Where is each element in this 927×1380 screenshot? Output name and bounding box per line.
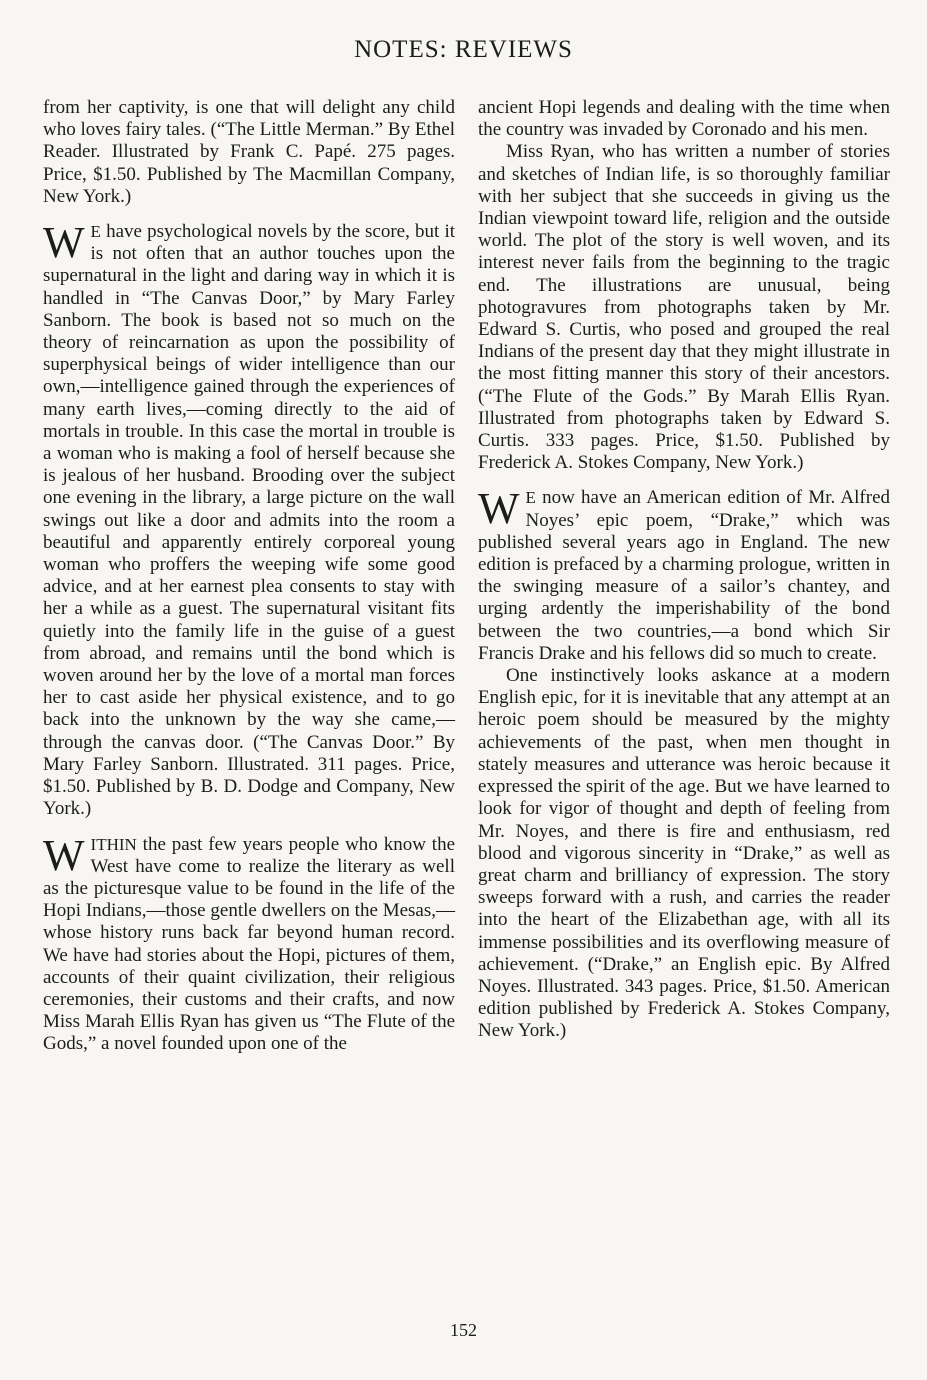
dropcap-continuation: E — [525, 488, 536, 508]
left-column — [43, 97, 455, 1056]
review-flute-of-gods-start — [43, 830, 455, 1056]
review-little-merman-end: from her captivity, is one that will delight any child who loves fairy tales. (“The Little Merman.” By Ethel Reader. Illustrated by Frank C. Papé. 275 pages. Price, $1.50. Published by The Macmillan Company, New York.) — [43, 97, 455, 207]
right-column — [478, 97, 890, 1043]
dropcap-continuation: ITHIN — [90, 834, 137, 854]
paragraph-text: the past few years people who know the West have come to realize the literary as well as the picturesque value to be found in the life of the Hopi Indians,—those gentle dwellers on the Mesas,—whose history runs back far beyond human record. We have had stories about the Hopi, pictures of them, accounts of their quaint civilization, their religious ceremonies, their customs and their crafts, and now Miss Marah Ellis Ryan has given us “The Flute of the Gods,” a novel founded upon one of the — [43, 833, 455, 1055]
dropcap-letter: W — [43, 830, 85, 880]
paragraph-text: have psychological novels by the score, but it is not often that an author touches upon the supernatural in the light and daring way in which it is handled in “The Canvas Door,” by Mary Farley Sanborn. The book is based not so much on the theory of reincarnation as upon the possibility of superphysical beings of wider intelligence than our own,—intelligence gained through the experiences of many earth lives,—coming directly to the aid of mortals in trouble. In this case the mortal in trouble is a woman who is making a fool of herself because she is jealous of her husband. Brooding over the subject one evening in the library, a large picture on the wall swings out like a door and admits into the room a beautiful and apparently entirely corporeal young woman who proffers the weeping wife some good advice, and at her earnest plea consents to stay with her a while as a guest. The supernatural visitant fits quietly into the family life in the guise of a guest from abroad, and remains until the bond which is woven around her by the love of a mortal man forces her to cast aside her physical existence, and to go back into the unknown by the way she came,—through the canvas door. (“The Canvas Door.” By Mary Farley Sanborn. Illustrated. 311 pages. Price, $1.50. Published by B. D. Dodge and Company, New York.) — [43, 221, 455, 820]
dropcap-letter: W — [478, 484, 520, 534]
paragraph-text: now have an American edition of Mr. Alfred Noyes’ epic poem, “Drake,” which was published several years ago in England. The new edition is prefaced by a charming prologue, written in the swinging measure of a sailor’s chantey, and urging ardently the imperishability of the bond between the two countries,—a bond which Sir Francis Drake and his fellows did so much to create. — [478, 487, 890, 664]
page-title: NOTES: REVIEWS — [354, 36, 573, 63]
review-flute-of-gods-cont: ancient Hopi legends and dealing with the time when the country was invaded by Coronado and his men. — [478, 97, 890, 141]
dropcap-continuation: E — [90, 222, 101, 242]
review-drake — [478, 484, 890, 665]
page-number: 152 — [450, 1320, 477, 1340]
review-flute-of-gods-body: Miss Ryan, who has written a number of stories and sketches of Indian life, is so thoroughly familiar with her subject that she succeeds in giving us the Indian viewpoint toward life, religion and the outside world. The plot of the story is well woven, and its interest never fails from the beginning to the tragic end. The illustrations are unusual, being photogravures from photographs taken by Mr. Edward S. Curtis, who posed and grouped the real Indians of the present day that they might illustrate in the most fitting manner this story of their ancestors. (“The Flute of the Gods.” By Marah Ellis Ryan. Illustrated from photographs taken by Edward S. Curtis. 333 pages. Price, $1.50. Published by Frederick A. Stokes Company, New York.) — [478, 141, 890, 474]
review-drake-body: One instinctively looks askance at a modern English epic, for it is inevitable that any attempt at an heroic poem should be measured by the mighty achievements of the past, when men thought in stately measures and utterance was heroic because it expressed the spirit of the age. But we have learned to look for vigor of thought and depth of feeling from Mr. Noyes, and there is fire and enthusiasm, red blood and vigorous sincerity in “Drake,” as well as great charm and brilliancy of expression. The story sweeps forward with a rush, and carries the reader into the heart of the Elizabethan age, with all its immense possibilities and its overflowing measure of achievement. (“Drake,” an English epic. By Alfred Noyes. Illustrated. 343 pages. Price, $1.50. American edition published by Frederick A. Stokes Company, New York.) — [478, 665, 890, 1042]
review-canvas-door — [43, 218, 455, 820]
dropcap-letter: W — [43, 218, 85, 268]
